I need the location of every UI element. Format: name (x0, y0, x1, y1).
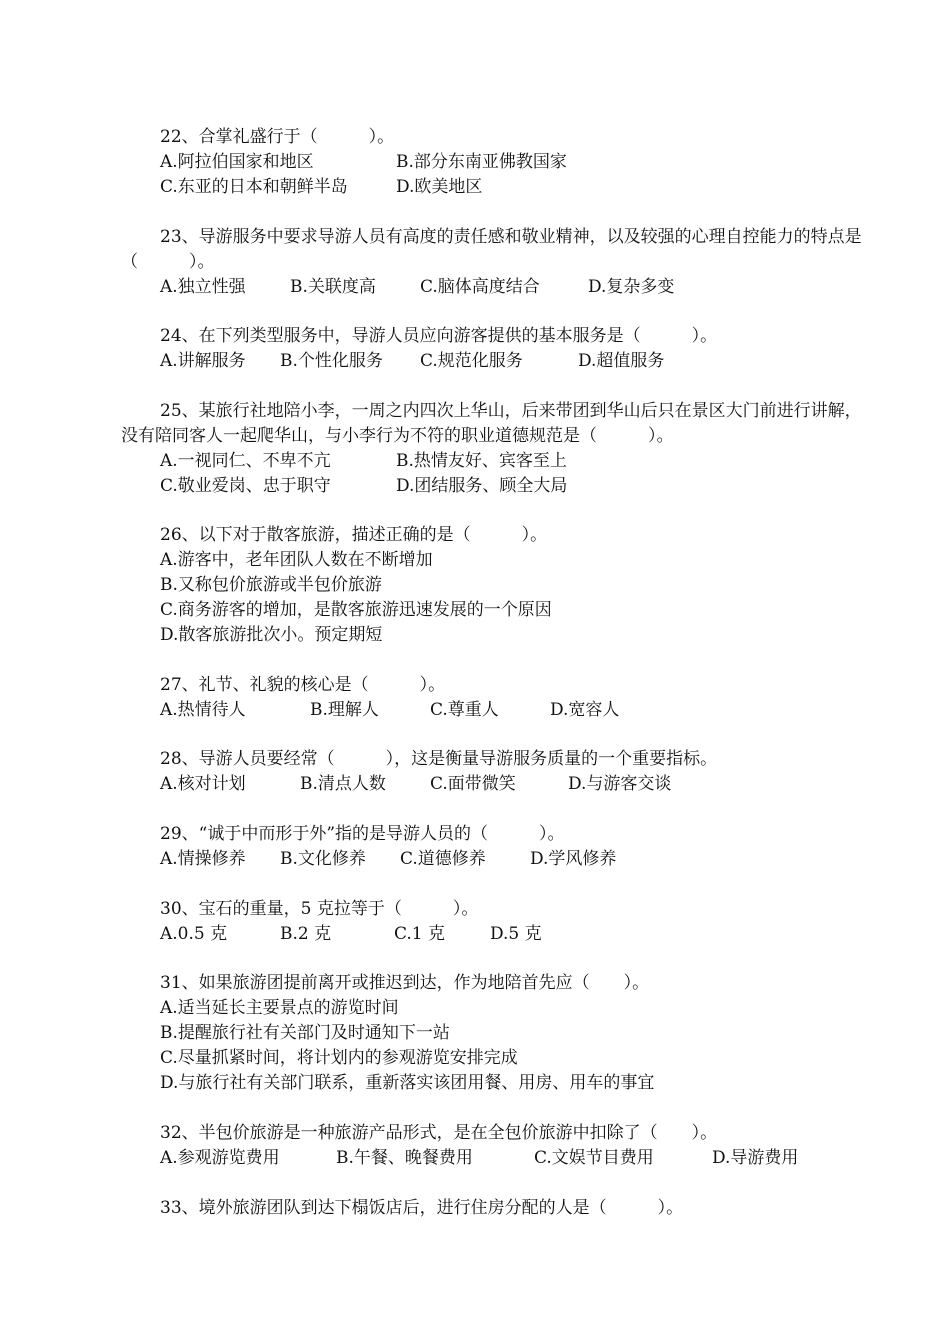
options-row (121, 474, 866, 499)
question-30 (121, 897, 866, 947)
options-row (121, 150, 866, 175)
option-a: A.独立性强 (160, 277, 246, 297)
options-row (121, 922, 866, 947)
option-d: D.欧美地区 (396, 177, 483, 197)
option-c: C.脑体高度结合 (420, 277, 540, 297)
question-24 (121, 324, 866, 374)
question-stem: 32、半包价旅游是一种旅游产品形式，是在全包价旅游中扣除了（ ）。 (160, 1123, 718, 1143)
option-b: B.部分东南亚佛教国家 (396, 152, 567, 172)
options-row (121, 847, 866, 872)
question-28 (121, 747, 866, 797)
option-c: C.尊重人 (430, 700, 499, 720)
option-b: B.理解人 (310, 700, 379, 720)
question-27 (121, 673, 866, 723)
option-b: B.热情友好、宾客至上 (396, 451, 567, 471)
question-31 (121, 971, 866, 1096)
question-stem: 30、宝石的重量，5 克拉等于（ ）。 (160, 899, 479, 919)
options-row (121, 449, 866, 474)
option-c: C.敬业爱岗、忠于职守 (160, 476, 331, 496)
question-29 (121, 822, 866, 872)
options-row (121, 275, 866, 300)
option-d: D.与游客交谈 (568, 774, 672, 794)
option-b: B.提醒旅行社有关部门及时通知下一站 (160, 1023, 450, 1043)
question-22 (121, 125, 866, 200)
option-c: C.文娱节目费用 (534, 1148, 654, 1168)
option-c: C.商务游客的增加，是散客旅游迅速发展的一个原因 (160, 600, 552, 620)
question-25 (121, 399, 866, 499)
option-c: C.1 克 (394, 924, 446, 944)
question-stem: 23、导游服务中要求导游人员有高度的责任感和敬业精神，以及较强的心理自控能力的特点是（ ）。 (121, 227, 862, 272)
option-d: D.散客旅游批次小。预定期短 (160, 625, 383, 645)
option-a: A.情操修养 (160, 849, 246, 869)
option-a: A.热情待人 (160, 700, 246, 720)
option-a: A.一视同仁、不卑不亢 (160, 451, 331, 471)
option-b: B.文化修养 (280, 849, 366, 869)
option-b: B.个性化服务 (280, 351, 383, 371)
question-stem: 24、在下列类型服务中，导游人员应向游客提供的基本服务是（ ）。 (160, 326, 718, 346)
options-row (121, 772, 866, 797)
option-d: D.与旅行社有关部门联系，重新落实该团用餐、用房、用车的事宜 (160, 1073, 655, 1093)
option-a: A.游客中，老年团队人数在不断增加 (160, 550, 433, 570)
option-b: B.又称包价旅游或半包价旅游 (160, 575, 382, 595)
option-a: A.讲解服务 (160, 351, 246, 371)
question-stem: 22、合掌礼盛行于（ ）。 (160, 127, 395, 147)
option-c: C.面带微笑 (430, 774, 516, 794)
option-d: D.导游费用 (712, 1148, 799, 1168)
question-33 (121, 1196, 866, 1221)
option-b: B.午餐、晚餐费用 (336, 1148, 473, 1168)
options-row (121, 349, 866, 374)
option-a: A.适当延长主要景点的游览时间 (160, 998, 399, 1018)
option-c: C.规范化服务 (420, 351, 523, 371)
options-row (121, 698, 866, 723)
question-32 (121, 1121, 866, 1171)
options-row (121, 1146, 866, 1171)
question-stem: 26、以下对于散客旅游，描述正确的是（ ）。 (160, 525, 548, 545)
option-b: B.清点人数 (300, 774, 386, 794)
question-stem: 28、导游人员要经常（ ），这是衡量导游服务质量的一个重要指标。 (160, 749, 718, 769)
question-stem: 29、“诚于中而形于外”指的是导游人员的（ ）。 (160, 824, 565, 844)
question-26 (121, 523, 866, 648)
option-d: D.超值服务 (578, 351, 665, 371)
option-c: C.道德修养 (400, 849, 486, 869)
option-a: A.阿拉伯国家和地区 (160, 152, 314, 172)
question-stem: 31、如果旅游团提前离开或推迟到达，作为地陪首先应（ ）。 (160, 973, 650, 993)
option-d: D.学风修养 (530, 849, 617, 869)
question-stem: 33、境外旅游团队到达下榻饭店后，进行住房分配的人是（ ）。 (160, 1198, 684, 1218)
question-23 (121, 225, 866, 300)
option-a: A.参观游览费用 (160, 1148, 280, 1168)
option-b: B.关联度高 (290, 277, 376, 297)
option-a: A.核对计划 (160, 774, 246, 794)
options-row (121, 175, 866, 200)
option-b: B.2 克 (280, 924, 332, 944)
option-d: D.宽容人 (550, 700, 620, 720)
option-d: D.团结服务、顾全大局 (396, 476, 568, 496)
option-d: D.5 克 (490, 924, 542, 944)
question-stem: 25、某旅行社地陪小李，一周之内四次上华山，后来带团到华山后只在景区大门前进行讲解，没有陪同客人一起爬华山，与小李行为不符的职业道德规范是（ ）。 (121, 401, 862, 446)
option-c: C.尽量抓紧时间，将计划内的参观游览安排完成 (160, 1048, 518, 1068)
question-stem: 27、礼节、礼貌的核心是（ ）。 (160, 675, 446, 695)
option-a: A.0.5 克 (160, 924, 228, 944)
option-d: D.复杂多变 (588, 277, 675, 297)
option-c: C.东亚的日本和朝鲜半岛 (160, 177, 348, 197)
